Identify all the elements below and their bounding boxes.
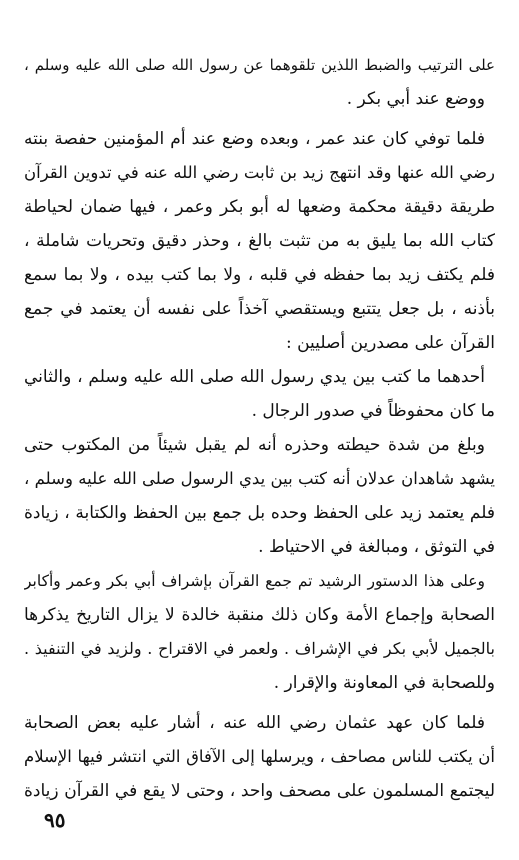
text-line: بأذنه ، بل جعل يتتبع ويستقصي آخذاً على نفسه أن يعتمد في جمع xyxy=(24,299,495,319)
paragraph xyxy=(24,706,495,808)
text-line: ليجتمع المسلمون على مصحف واحد ، وحتى لا يقع في القرآن زيادة xyxy=(24,781,495,801)
text-line: فلم يعتمد زيد على الحفظ وحده بل جمع بين الحفظ والكتابة ، زيادة xyxy=(24,503,495,523)
paragraph xyxy=(24,122,495,360)
text-line: كتاب الله بما يليق به من تثبت بالغ ، وحذر دقيق وتحريات شاملة ، xyxy=(24,231,495,251)
text-line: الصحابة وإجماع الأمة وكان ذلك منقبة خالدة لا يزال التاريخ يذكرها xyxy=(24,605,495,625)
paragraph xyxy=(24,564,495,700)
text-line: طريقة دقيقة محكمة وضعها له أبو بكر وعمر ، فيها ضمان لحياطة xyxy=(24,197,495,217)
text-line: على الترتيب والضبط اللذين تلقوهما عن رسول الله صلى الله عليه وسلم ، xyxy=(24,56,495,74)
page-number: ٩٥ xyxy=(44,808,66,832)
paragraph xyxy=(24,360,495,428)
text-line: فلم يكتف زيد بما حفظه في قلبه ، ولا بما كتب بيده ، ولا بما سمع xyxy=(24,265,495,285)
text-line: القرآن على مصدرين أصليين : xyxy=(285,333,495,353)
text-line: رضي الله عنها وقد انتهج زيد بن ثابت رضي الله عنه في تدوين القرآن xyxy=(24,163,495,182)
text-line: أحدهما ما كتب بين يدي رسول الله صلى الله عليه وسلم ، والثاني xyxy=(24,367,485,387)
text-line: وبلغ من شدة حيطته وحذره أنه لم يقبل شيئاً من المكتوب حتى xyxy=(24,435,485,455)
text-line: بالجميل لأبي بكر في الإشراف . ولعمر في الاقتراح . ولزيد في التنفيذ . xyxy=(24,639,495,658)
paragraph xyxy=(24,48,495,116)
text-line: أن يكتب للناس مصاحف ، ويرسلها إلى الآفاق التي انتشر فيها الإسلام xyxy=(24,747,495,766)
text-line: فلما كان عهد عثمان رضي الله عنه ، أشار عليه بعض الصحابة xyxy=(24,713,485,733)
text-line: في التوثق ، ومبالغة في الاحتياط . xyxy=(258,537,495,557)
paragraph xyxy=(24,428,495,564)
text-line: ما كان محفوظاً في صدور الرجال . xyxy=(251,401,495,421)
text-line: فلما توفي كان عند عمر ، وبعده وضع عند أم المؤمنين حفصة بنته xyxy=(24,129,485,149)
text-line: ووضع عند أبي بكر . xyxy=(346,89,485,109)
text-line: وعلى هذا الدستور الرشيد تم جمع القرآن بإشراف أبي بكر وعمر وأكابر xyxy=(24,572,485,590)
text-line: يشهد شاهدان عدلان أنه كتب بين يدي الرسول صلى الله عليه وسلم ، xyxy=(24,469,495,488)
text-line: وللصحابة في المعاونة والإقرار . xyxy=(273,673,495,693)
